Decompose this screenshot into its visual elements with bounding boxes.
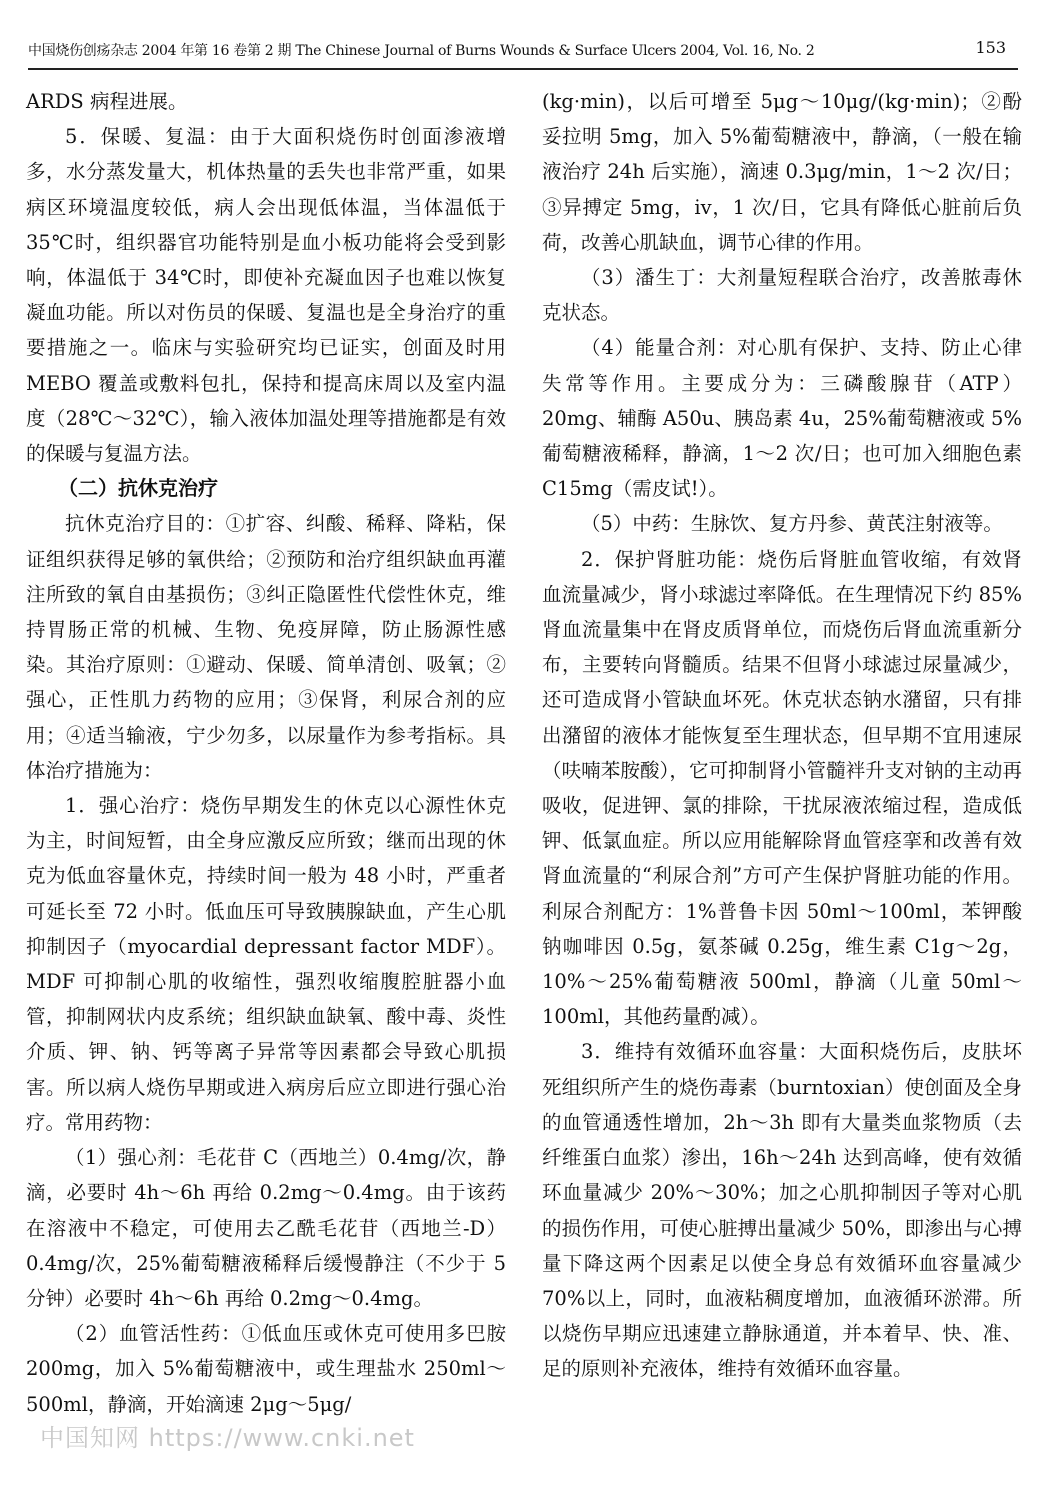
page-number: 153: [975, 38, 1006, 57]
cnki-watermark: 中国知网 https://www.cnki.net: [40, 1424, 415, 1452]
paragraph: （1）强心剂：毛花苷 C（西地兰）0.4mg/次，静滴，必要时 4h～6h 再给 0.2mg～0.4mg。由于该药在溶液中不稳定，可使用去乙酰毛花苷（西地兰-D）0.4mg/次，25%葡萄糖液稀释后缓慢静注（不少于 5 分钟）必要时 4h～6h 再给 0.2mg～0.4mg。: [26, 1146, 506, 1310]
paragraph: （4）能量合剂：对心肌有保护、支持、防止心律失常等作用。主要成分为：三磷酸腺苷（ATP）20mg、辅酶 A50u、胰岛素 4u，25%葡萄糖液或 5%葡萄糖液稀释，静滴，1～2 次/日；也可加入细胞色素 C15mg（需皮试!）。: [542, 336, 1022, 501]
paragraph: （5）中药：生脉饮、复方丹参、黄芪注射液等。: [581, 512, 1003, 536]
right-column: [542, 84, 1022, 1387]
paragraph: (kg·min)，以后可增至 5μg～10μg/(kg·min)；②酚妥拉明 5mg，加入 5%葡萄糖液中，静滴，（一般在输液治疗 24h 后实施），滴速 0.3μg/min，1～2 次/日；③异搏定 5mg，iv，1 次/日，它具有降低心脏前后负荷，改善心肌缺血，调节心律的作用。: [542, 90, 1022, 254]
paragraph: （3）潘生丁：大剂量短程联合治疗，改善脓毒休克状态。: [542, 266, 1022, 325]
paragraph: （2）血管活性药：①低血压或休克可使用多巴胺 200mg，加入 5%葡萄糖液中，或生理盐水 250ml～500ml，静滴，开始滴速 2μg～5μg/: [26, 1322, 506, 1416]
section-heading: （二）抗休克治疗: [58, 476, 218, 501]
paragraph: 1．强心治疗：烧伤早期发生的休克以心源性休克为主，时间短暂，由全身应激反应所致；继而出现的休克为低血容量休克，持续时间一般为 48 小时，严重者可延长至 72 小时。低血压可导致胰腺缺血，产生心肌抑制因子（myocardial depressant factor MDF）。MDF 可抑制心肌的收缩性，强烈收缩腹腔脏器小血管，抑制网状内皮系统；组织缺血缺氧、酸中毒、炎性介质、钾、钠、钙等离子异常等因素都会导致心肌损害。所以病人烧伤早期或进入病房后应立即进行强心治疗。常用药物：: [26, 794, 506, 1134]
paragraph: 5．保暖、复温：由于大面积烧伤时创面渗液增多，水分蒸发量大，机体热量的丢失也非常严重，如果病区环境温度较低，病人会出现低体温，当体温低于 35℃时，组织器官功能特别是血小板功能将会受到影响，体温低于 34℃时，即使补充凝血因子也难以恢复凝血功能。所以对伤员的保暖、复温也是全身治疗的重要措施之一。临床与实验研究均已证实，创面及时用 MEBO 覆盖或敷料包扎，保持和提高床周以及室内温度（28℃～32℃），输入液体加温处理等措施都是有效的保暖与复温方法。: [26, 125, 506, 466]
paragraph: 抗休克治疗目的：①扩容、纠酸、稀释、降粘，保证组织获得足够的氧供给；②预防和治疗组织缺血再灌注所致的氧自由基损伤；③纠正隐匿性代偿性休克，维持胃肠正常的机械、生物、免疫屏障，防止肠源性感染。其治疗原则：①避动、保暖、简单清创、吸氧；②强心，正性肌力药物的应用；③保肾，利尿合剂的应用；④适当输液，宁少勿多，以尿量作为参考指标。具体治疗措施为：: [26, 512, 506, 782]
journal-citation: 中国烧伤创疡杂志 2004 年第 16 卷第 2 期 The Chinese Journal of Burns Wounds & Surface Ulcers 2004, Vol. 16, No. 2: [28, 43, 815, 59]
paragraph: 2．保护肾脏功能：烧伤后肾脏血管收缩，有效肾血流量减少，肾小球滤过率降低。在生理情况下约 85%肾血流量集中在肾皮质肾单位，而烧伤后肾血流重新分布，主要转向肾髓质。结果不但肾小球滤过尿量减少，还可造成肾小管缺血坏死。休克状态钠水潴留，只有排出潴留的液体才能恢复至生理状态，但早期不宜用速尿（呋喃苯胺酸），它可抑制肾小管髓袢升支对钠的主动再吸收，促进钾、氯的排除，干扰尿液浓缩过程，造成低钾、低氯血症。所以应用能解除肾血管痉挛和改善有效肾血流量的“利尿合剂”方可产生保护肾脏功能的作用。利尿合剂配方：1%普鲁卡因 50ml～100ml，苯钾酸钠咖啡因 0.5g，氨茶碱 0.25g，维生素 C1g～2g，10%～25%葡萄糖液 500ml，静滴（儿童 50ml～100ml，其他药量酌减）。: [542, 547, 1022, 1029]
paragraph: ARDS 病程进展。: [26, 90, 188, 113]
left-column: [26, 84, 506, 1422]
running-header: [28, 34, 1018, 70]
paragraph: 3．维持有效循环血容量：大面积烧伤后，皮肤坏死组织所产生的烧伤毒素（burntoxian）使创面及全身的血管通透性增加，2h～3h 即有大量类血浆物质（去纤维蛋白血浆）渗出，16h～24h 达到高峰，使有效循环血量减少 20%～30%；加之心肌抑制因子等对心肌的损伤作用，可使心脏搏出量减少 50%，即渗出与心搏量下降这两个因素足以使全身总有效循环血容量减少 70%以上，同时，血液粘稠度增加，血液循环淤滞。所以烧伤早期应迅速建立静脉通道，并本着早、快、准、足的原则补充液体，维持有效循环血容量。: [542, 1040, 1022, 1381]
